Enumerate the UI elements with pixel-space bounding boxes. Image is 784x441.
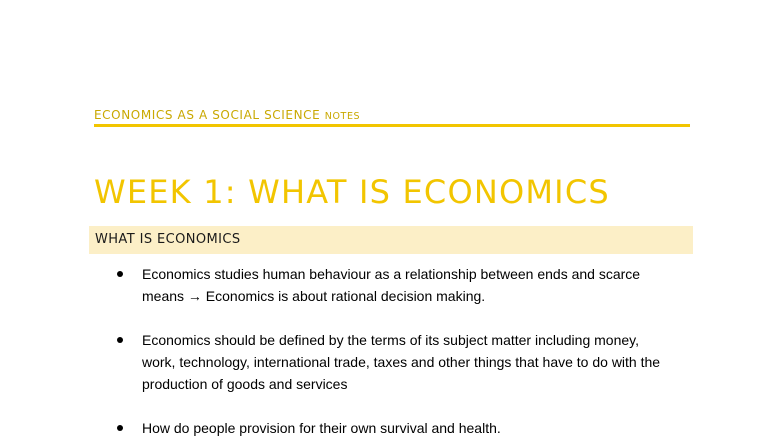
list-item-text: Economics studies human behaviour as a relationship between ends and scarce means → Economics is about rational decision making. bbox=[142, 266, 641, 304]
section-heading: WHAT IS ECONOMICS bbox=[95, 232, 241, 247]
header-rule bbox=[94, 124, 690, 127]
bullet-icon bbox=[117, 337, 123, 343]
running-header-title: ECONOMICS AS A SOCIAL SCIENCE bbox=[94, 108, 321, 122]
list-item-text: How do people provision for their own survival and health. bbox=[142, 420, 501, 436]
bullet-list bbox=[112, 263, 672, 441]
bullet-icon bbox=[117, 425, 123, 431]
list-item bbox=[112, 329, 672, 395]
running-header bbox=[94, 108, 690, 122]
running-header-notes: NOTES bbox=[324, 111, 361, 122]
bullet-icon bbox=[117, 271, 123, 277]
list-item bbox=[112, 263, 672, 307]
list-item bbox=[112, 417, 672, 439]
list-item-text: Economics should be defined by the terms of its subject matter including money, work, technology, international trade, taxes and other things that have to do with the production of goods and services bbox=[142, 332, 661, 392]
page-title: WEEK 1: WHAT IS ECONOMICS bbox=[94, 173, 610, 211]
